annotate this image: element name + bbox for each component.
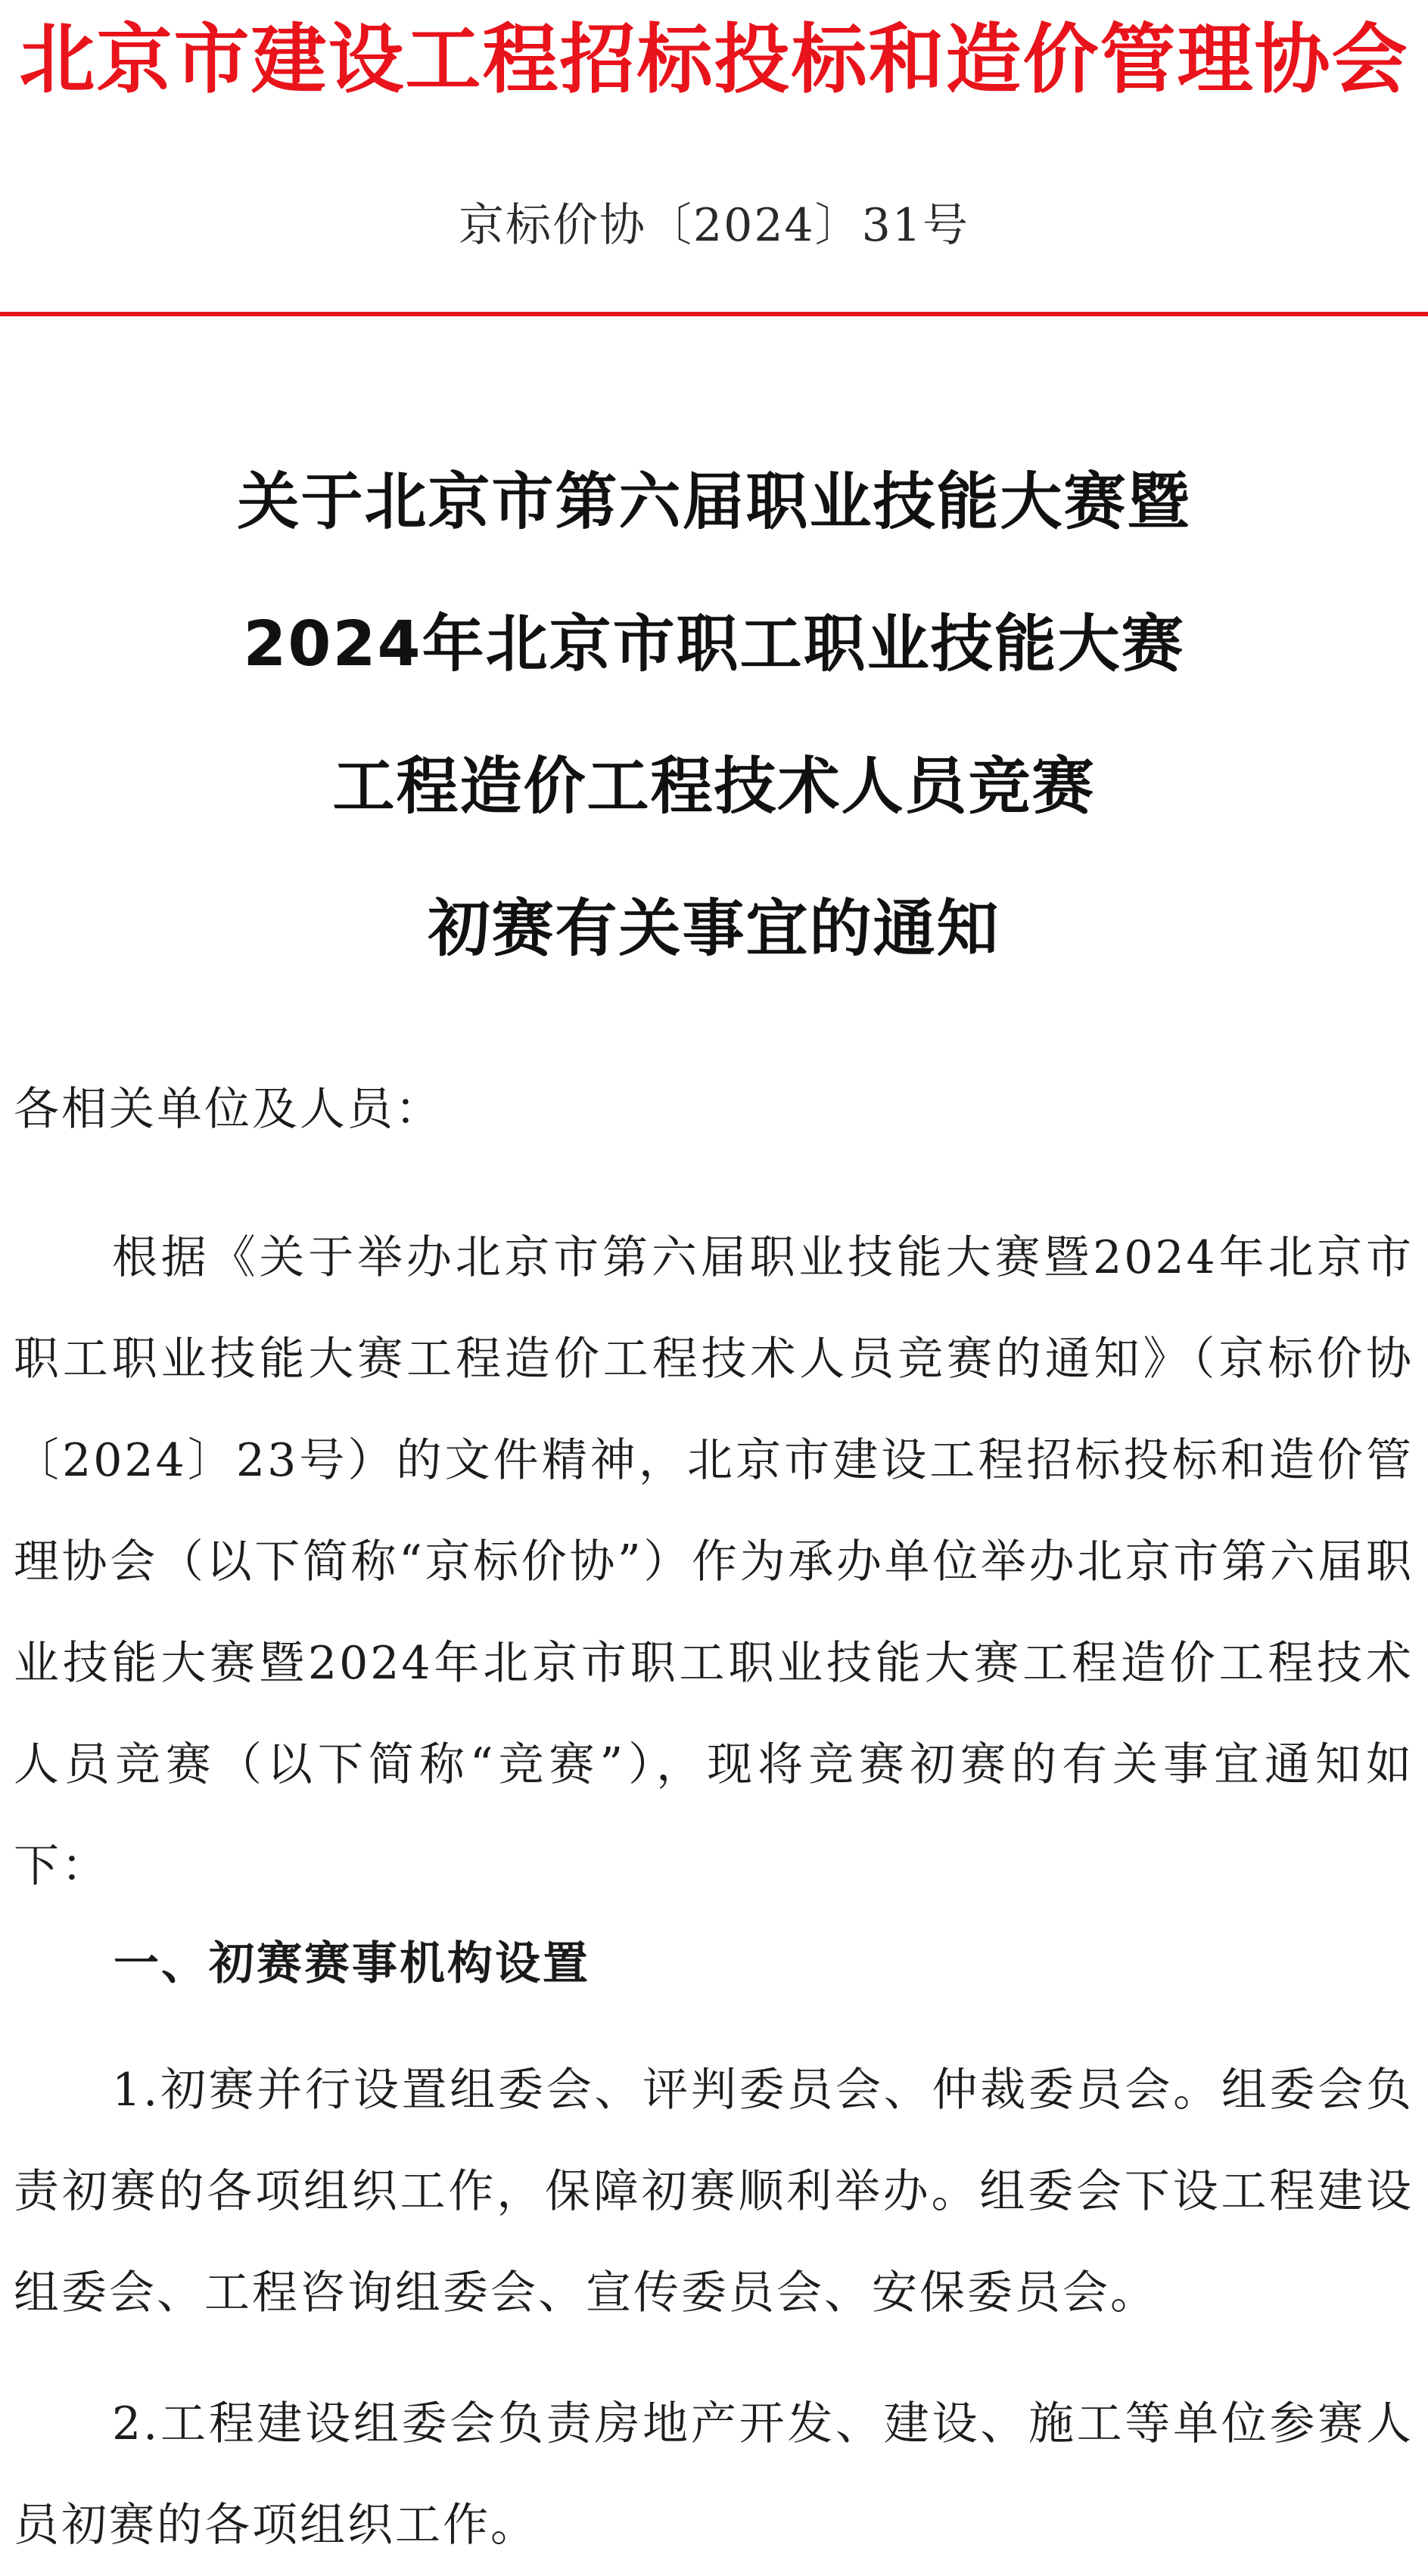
title-line-2: 2024年北京市职工职业技能大赛 (243, 608, 1185, 680)
salutation: 各相关单位及人员： (14, 1083, 443, 1136)
document-number: 京标价协〔2024〕31号 (458, 199, 970, 252)
organization-header: 北京市建设工程招标投标和造价管理协会 (19, 14, 1409, 104)
section-1-heading: 一、初赛赛事机构设置 (114, 1937, 590, 1990)
item-1-text: 1.初赛并行设置组委会、评判委员会、仲裁委员会。组委会负责初赛的各项组织工作，保障初赛顺利举办。组委会下设工程建设组委会、工程咨询组委会、宣传委员会、安保委员会。 (14, 2064, 1414, 2319)
intro-paragraph (14, 1207, 1414, 1917)
title-line-1: 关于北京市第六届职业技能大赛暨 (237, 466, 1191, 538)
item-2-paragraph (14, 2373, 1414, 2576)
title-line-4: 初赛有关事宜的通知 (428, 893, 1000, 965)
title-line-3: 工程造价工程技术人员竞赛 (332, 751, 1096, 823)
item-1-paragraph (14, 2039, 1414, 2344)
intro-text: 根据《关于举办北京市第六届职业技能大赛暨2024年北京市职工职业技能大赛工程造价工程技术人员竞赛的通知》（京标价协〔2024〕23号）的文件精神，北京市建设工程招标投标和造价管理协会（以下简称“京标价协”）作为承办单位举办北京市第六届职业技能大赛暨2024年北京市职工职业技能大赛工程造价工程技术人员竞赛（以下简称“竞赛”），现将竞赛初赛的有关事宜通知如下： (14, 1231, 1414, 1893)
header-divider (0, 312, 1428, 316)
item-2-text: 2.工程建设组委会负责房地产开发、建设、施工等单位参赛人员初赛的各项组织工作。 (14, 2397, 1414, 2552)
